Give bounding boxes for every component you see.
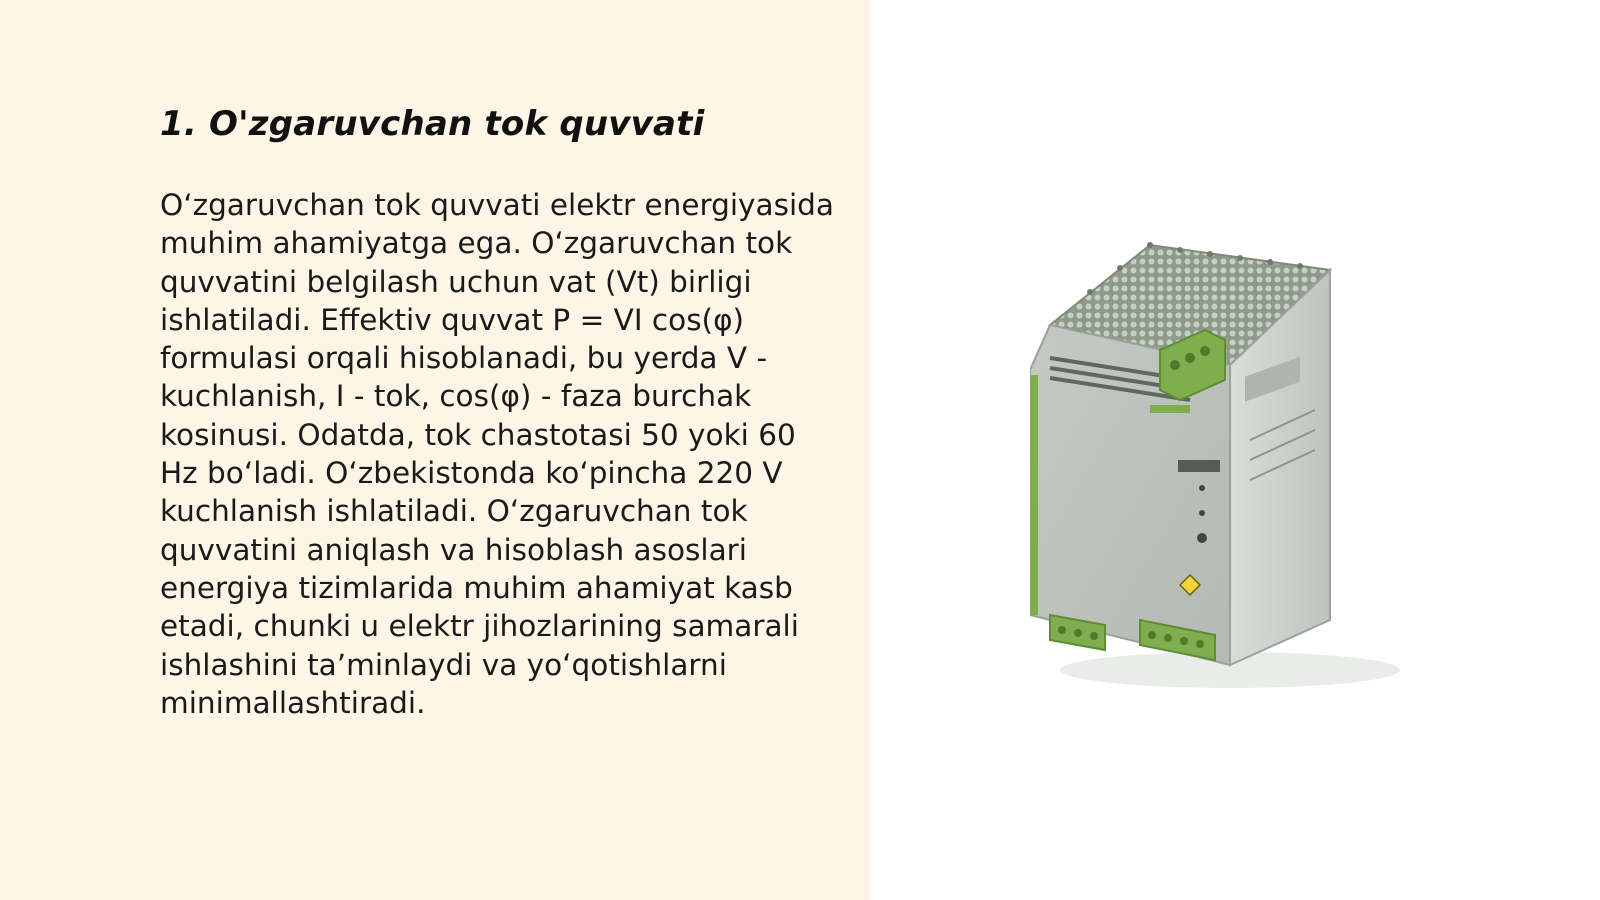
- slide-body-text: O‘zgaruvchan tok quvvati elektr energiyasida muhim ahamiyatga ega. O‘zgaruvchan tok quvvatini belgilash uchun vat (Vt) birligi ishlatiladi. Effektiv quvvat P = VI cos(φ) formulasi orqali hisoblanadi, bu yerda V - kuchlanish, I - tok, cos(φ) - faza burchak kosinusi. Odatda, tok chastotasi 50 yoki 60 Hz bo‘ladi. O‘zbekistonda ko‘pincha 220 V kuchlanish ishlatiladi. O‘zgaruvchan tok quvvatini aniqlash va hisoblash asoslari energiya tizimlarida muhim ahamiyat kasb etadi, chunki u elektr jihozlarining samarali ishlashini ta’minlaydi va yo‘qotishlarni minimallashtiradi.: [160, 188, 834, 720]
- power-supply-image: [1030, 230, 1410, 700]
- slide-title: 1. O'zgaruvchan tok quvvati: [160, 104, 705, 144]
